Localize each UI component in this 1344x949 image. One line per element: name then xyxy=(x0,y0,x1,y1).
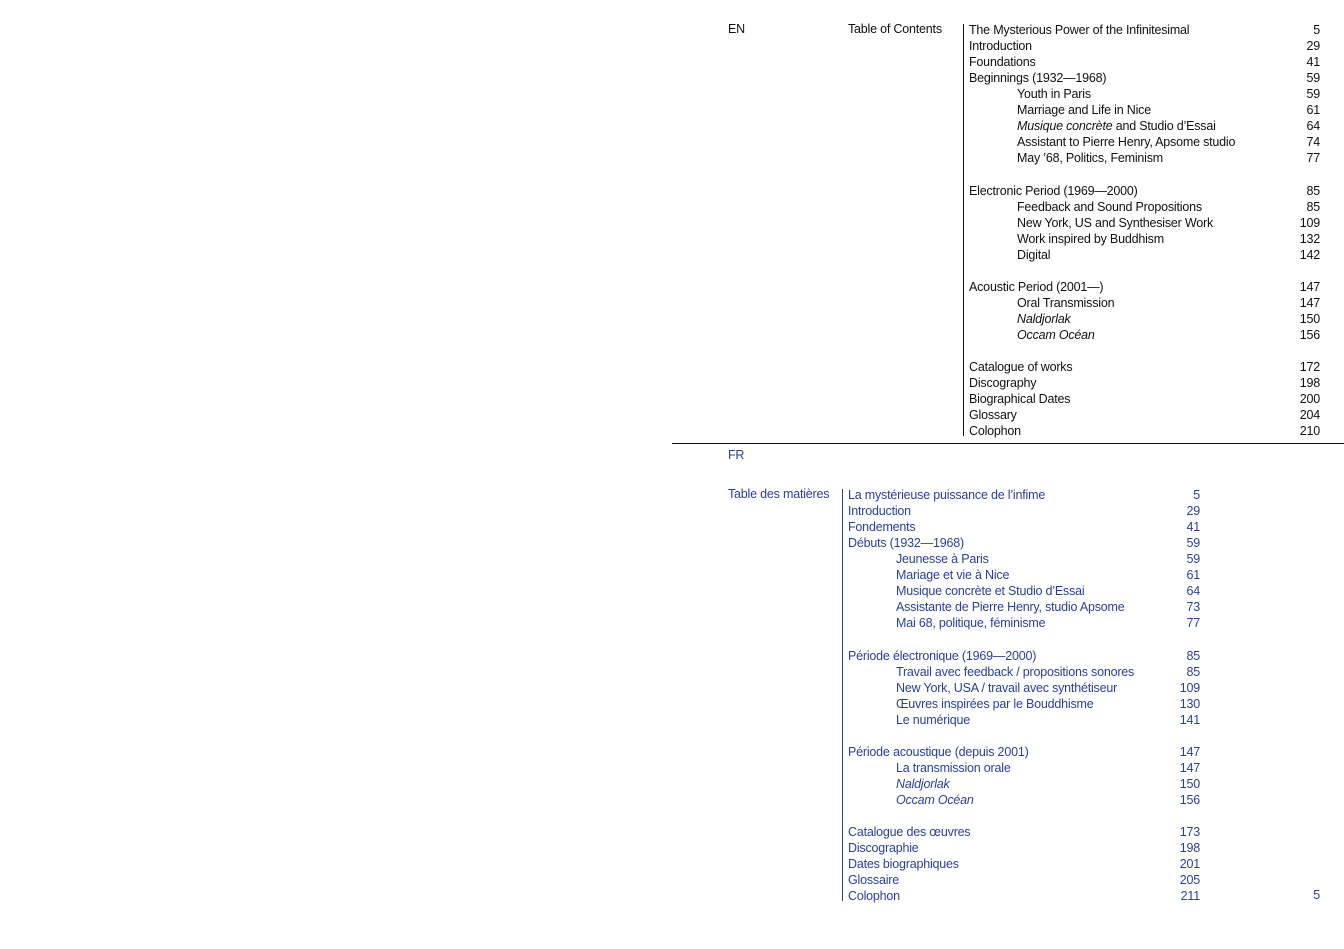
fr-toc-entry xyxy=(848,535,1200,551)
en-toc-entry xyxy=(969,375,1320,391)
en-toc-entry-title: Colophon xyxy=(969,424,1021,439)
en-toc-entry-page: 156 xyxy=(1299,327,1320,342)
fr-toc-entry xyxy=(848,888,1200,904)
fr-toc-entry xyxy=(848,696,1200,712)
fr-toc-entry-title: Introduction xyxy=(848,504,911,519)
en-toc-entry-title: Youth in Paris xyxy=(1017,87,1091,102)
fr-toc-entry xyxy=(848,824,1200,840)
en-toc-entry-page: 41 xyxy=(1306,55,1320,70)
en-toc-entry-title: Electronic Period (1969—2000) xyxy=(969,183,1138,198)
fr-toc-entry-title: La mystérieuse puissance de l’infime xyxy=(848,488,1046,502)
en-toc-entry-title: New York, US and Synthesiser Work xyxy=(1017,215,1214,230)
fr-toc-entry-page: 130 xyxy=(1179,696,1200,711)
fr-toc-entry-page: 141 xyxy=(1179,712,1200,727)
fr-toc-entry-title: Naldjorlak xyxy=(896,776,950,791)
en-toc-entry xyxy=(969,247,1320,263)
fr-toc-entry-page: 205 xyxy=(1179,873,1200,888)
fr-toc-entry xyxy=(848,583,1200,599)
fr-toc-entry-page: 173 xyxy=(1179,825,1200,840)
fr-toc-entry-title: Fondements xyxy=(848,520,916,535)
fr-toc-entry-page: 41 xyxy=(1186,520,1200,535)
en-toc-entry-title: The Mysterious Power of the Infinitesimal xyxy=(969,23,1190,37)
en-toc-entry-title: Introduction xyxy=(969,39,1032,54)
fr-toc-entry xyxy=(848,840,1200,856)
en-toc-entry-page: 150 xyxy=(1299,311,1320,326)
en-toc-entry-title: Biographical Dates xyxy=(969,392,1071,407)
en-toc-entry xyxy=(969,102,1320,118)
en-toc-entry-page: 29 xyxy=(1306,39,1320,54)
en-toc-entry-title: Feedback and Sound Propositions xyxy=(1017,199,1202,214)
en-toc-entry-title: Assistant to Pierre Henry, Apsome studio xyxy=(1017,135,1236,150)
en-toc-entry xyxy=(969,279,1320,295)
fr-toc-entry xyxy=(848,776,1200,792)
en-toc-entry-page: 198 xyxy=(1299,376,1320,391)
en-toc-rule xyxy=(963,24,964,436)
en-toc-entry-page: 59 xyxy=(1306,71,1320,86)
en-toc-entry xyxy=(969,134,1320,150)
en-toc-entry-page: 109 xyxy=(1299,215,1320,230)
fr-toc-entry xyxy=(848,744,1200,760)
en-toc-entry xyxy=(969,22,1320,38)
fr-toc-entry-page: 109 xyxy=(1179,680,1200,695)
en-toc-entry-page: 204 xyxy=(1299,408,1320,423)
en-toc-entry-page: 147 xyxy=(1299,295,1320,310)
en-toc-entry xyxy=(969,199,1320,215)
fr-toc-entry xyxy=(848,519,1200,535)
en-toc-entry-title-italic: Musique concrète xyxy=(1017,119,1113,134)
en-toc-entry-title: Beginnings (1932—1968) xyxy=(969,71,1107,86)
en-toc-entry-title: Marriage and Life in Nice xyxy=(1017,103,1151,118)
fr-toc-entry-title: Colophon xyxy=(848,889,900,904)
en-toc-entry xyxy=(969,391,1320,407)
en-toc-entry-page: 147 xyxy=(1299,279,1320,294)
fr-toc-entry-page: 64 xyxy=(1186,584,1200,599)
fr-toc-entry xyxy=(848,856,1200,872)
fr-toc-entry-page: 147 xyxy=(1179,744,1200,759)
en-toc-entry-page: 74 xyxy=(1306,135,1320,150)
en-toc-entry xyxy=(969,215,1320,231)
en-language-label: EN xyxy=(728,22,745,36)
fr-toc-entry-page: 59 xyxy=(1186,536,1200,551)
en-toc-entry xyxy=(969,327,1320,343)
fr-toc-entry-page: 5 xyxy=(1193,488,1200,502)
en-toc-entry xyxy=(969,54,1320,70)
en-toc-entry-title: Discography xyxy=(969,376,1037,391)
en-toc-entry xyxy=(969,38,1320,54)
en-toc-entry xyxy=(969,86,1320,102)
en-toc-entry-page: 59 xyxy=(1306,87,1320,102)
fr-toc-entry xyxy=(848,792,1200,808)
fr-toc-entry-title: La transmission orale xyxy=(896,760,1011,775)
en-toc-entry-title: Naldjorlak xyxy=(1017,311,1071,326)
en-toc-entry xyxy=(969,118,1320,134)
fr-toc-entry-title: Assistante de Pierre Henry, studio Apsome xyxy=(896,600,1125,615)
en-toc-entry-page: 200 xyxy=(1299,392,1320,407)
en-toc-entry xyxy=(969,295,1320,311)
en-toc-entry-page: 64 xyxy=(1306,119,1320,134)
fr-toc-entry-title: Musique concrète et Studio d’Essai xyxy=(896,584,1085,599)
en-toc-entry xyxy=(969,70,1320,86)
fr-toc-heading: Table des matières xyxy=(728,487,830,501)
fr-toc-entry xyxy=(848,615,1200,631)
en-toc-entry-title: Glossary xyxy=(969,408,1017,423)
en-toc-entry xyxy=(969,423,1320,439)
en-toc-entry-page: 85 xyxy=(1306,199,1320,214)
fr-toc-entry-title: Catalogue des œuvres xyxy=(848,825,971,840)
fr-toc-entry xyxy=(848,712,1200,728)
fr-toc-entry-title: Période acoustique (depuis 2001) xyxy=(848,744,1029,759)
fr-toc-entry xyxy=(848,760,1200,776)
fr-toc-entry-page: 201 xyxy=(1179,857,1200,872)
en-toc-entry xyxy=(969,407,1320,423)
fr-toc-entry-page: 85 xyxy=(1186,664,1200,679)
fr-toc-entry-title: Mai 68, politique, féminisme xyxy=(896,616,1046,631)
en-toc-entry xyxy=(969,183,1320,199)
en-toc-entry xyxy=(969,359,1320,375)
fr-toc-entry-title: New York, USA / travail avec synthétiseur xyxy=(896,680,1118,695)
fr-toc-entry-page: 59 xyxy=(1186,552,1200,567)
en-toc-entry-title: Catalogue of works xyxy=(969,360,1073,375)
fr-toc-entry-page: 29 xyxy=(1186,504,1200,519)
fr-toc-entry-title: Travail avec feedback / propositions sonores xyxy=(896,664,1135,679)
fr-toc-entry xyxy=(848,503,1200,519)
en-toc-entry-page: 172 xyxy=(1299,360,1320,375)
fr-toc-entry-title: Glossaire xyxy=(848,873,899,888)
fr-toc-entry-title: Le numérique xyxy=(896,712,971,727)
en-toc-entry-title: May ’68, Politics, Feminism xyxy=(1017,151,1164,166)
fr-toc-entry-page: 61 xyxy=(1186,568,1200,583)
fr-toc-entry-title: Période électronique (1969—2000) xyxy=(848,648,1037,663)
fr-toc-entry-page: 150 xyxy=(1179,776,1200,791)
fr-toc-entry-page: 147 xyxy=(1179,760,1200,775)
fr-toc-entry-title: Mariage et vie à Nice xyxy=(896,568,1010,583)
fr-toc-entry-page: 156 xyxy=(1179,792,1200,807)
fr-toc-entry xyxy=(848,551,1200,567)
fr-toc-entry xyxy=(848,648,1200,664)
fr-toc-entry-page: 73 xyxy=(1186,600,1200,615)
en-toc-entry-page: 61 xyxy=(1306,103,1320,118)
fr-toc-entry-title: Jeunesse à Paris xyxy=(896,552,989,567)
fr-toc-entry-page: 211 xyxy=(1180,889,1200,904)
en-toc-entry xyxy=(969,150,1320,166)
en-toc-entry-title-rest: and Studio d’Essai xyxy=(1112,119,1216,134)
en-toc-entry-title: Digital xyxy=(1017,247,1051,262)
fr-toc-entry-page: 77 xyxy=(1186,616,1200,631)
en-toc-entry-title: Oral Transmission xyxy=(1017,295,1115,310)
fr-toc-entry xyxy=(848,599,1200,615)
en-toc-entry xyxy=(969,231,1320,247)
en-toc-entry-page: 210 xyxy=(1299,424,1320,439)
fr-toc-entry-title: Occam Océan xyxy=(896,792,974,807)
fr-toc-entry-title: Débuts (1932—1968) xyxy=(848,536,964,551)
fr-toc-entry xyxy=(848,664,1200,680)
fr-toc-entry xyxy=(848,680,1200,696)
fr-toc-entry xyxy=(848,872,1200,888)
en-toc-entry-page: 85 xyxy=(1306,183,1320,198)
en-toc-entry-title: Occam Océan xyxy=(1017,327,1095,342)
en-toc-entry-page: 77 xyxy=(1306,151,1320,166)
en-toc-entry-title xyxy=(1017,118,1216,134)
fr-toc-rule xyxy=(842,489,843,901)
section-divider xyxy=(672,443,1344,444)
en-toc-entry-title: Foundations xyxy=(969,55,1036,70)
fr-toc-entry-title: Œuvres inspirées par le Bouddhisme xyxy=(896,696,1094,711)
en-toc-heading: Table of Contents xyxy=(848,22,942,36)
fr-toc-entry-page: 85 xyxy=(1186,648,1200,663)
fr-toc-entry xyxy=(848,567,1200,583)
fr-toc-entry xyxy=(848,487,1200,503)
en-toc-entry-page: 5 xyxy=(1313,23,1320,37)
fr-toc-entry-title: Dates biographiques xyxy=(848,857,959,872)
en-toc-entry-title: Acoustic Period (2001—) xyxy=(969,279,1104,294)
en-toc-entry-page: 132 xyxy=(1299,231,1320,246)
en-toc-entry-title: Work inspired by Buddhism xyxy=(1017,231,1164,246)
fr-language-label: FR xyxy=(728,448,745,462)
fr-toc-entry-title: Discographie xyxy=(848,841,919,856)
page-number: 5 xyxy=(1313,888,1320,902)
fr-toc-entry-page: 198 xyxy=(1179,841,1200,856)
en-toc-entry-page: 142 xyxy=(1299,247,1320,262)
en-toc-entry xyxy=(969,311,1320,327)
